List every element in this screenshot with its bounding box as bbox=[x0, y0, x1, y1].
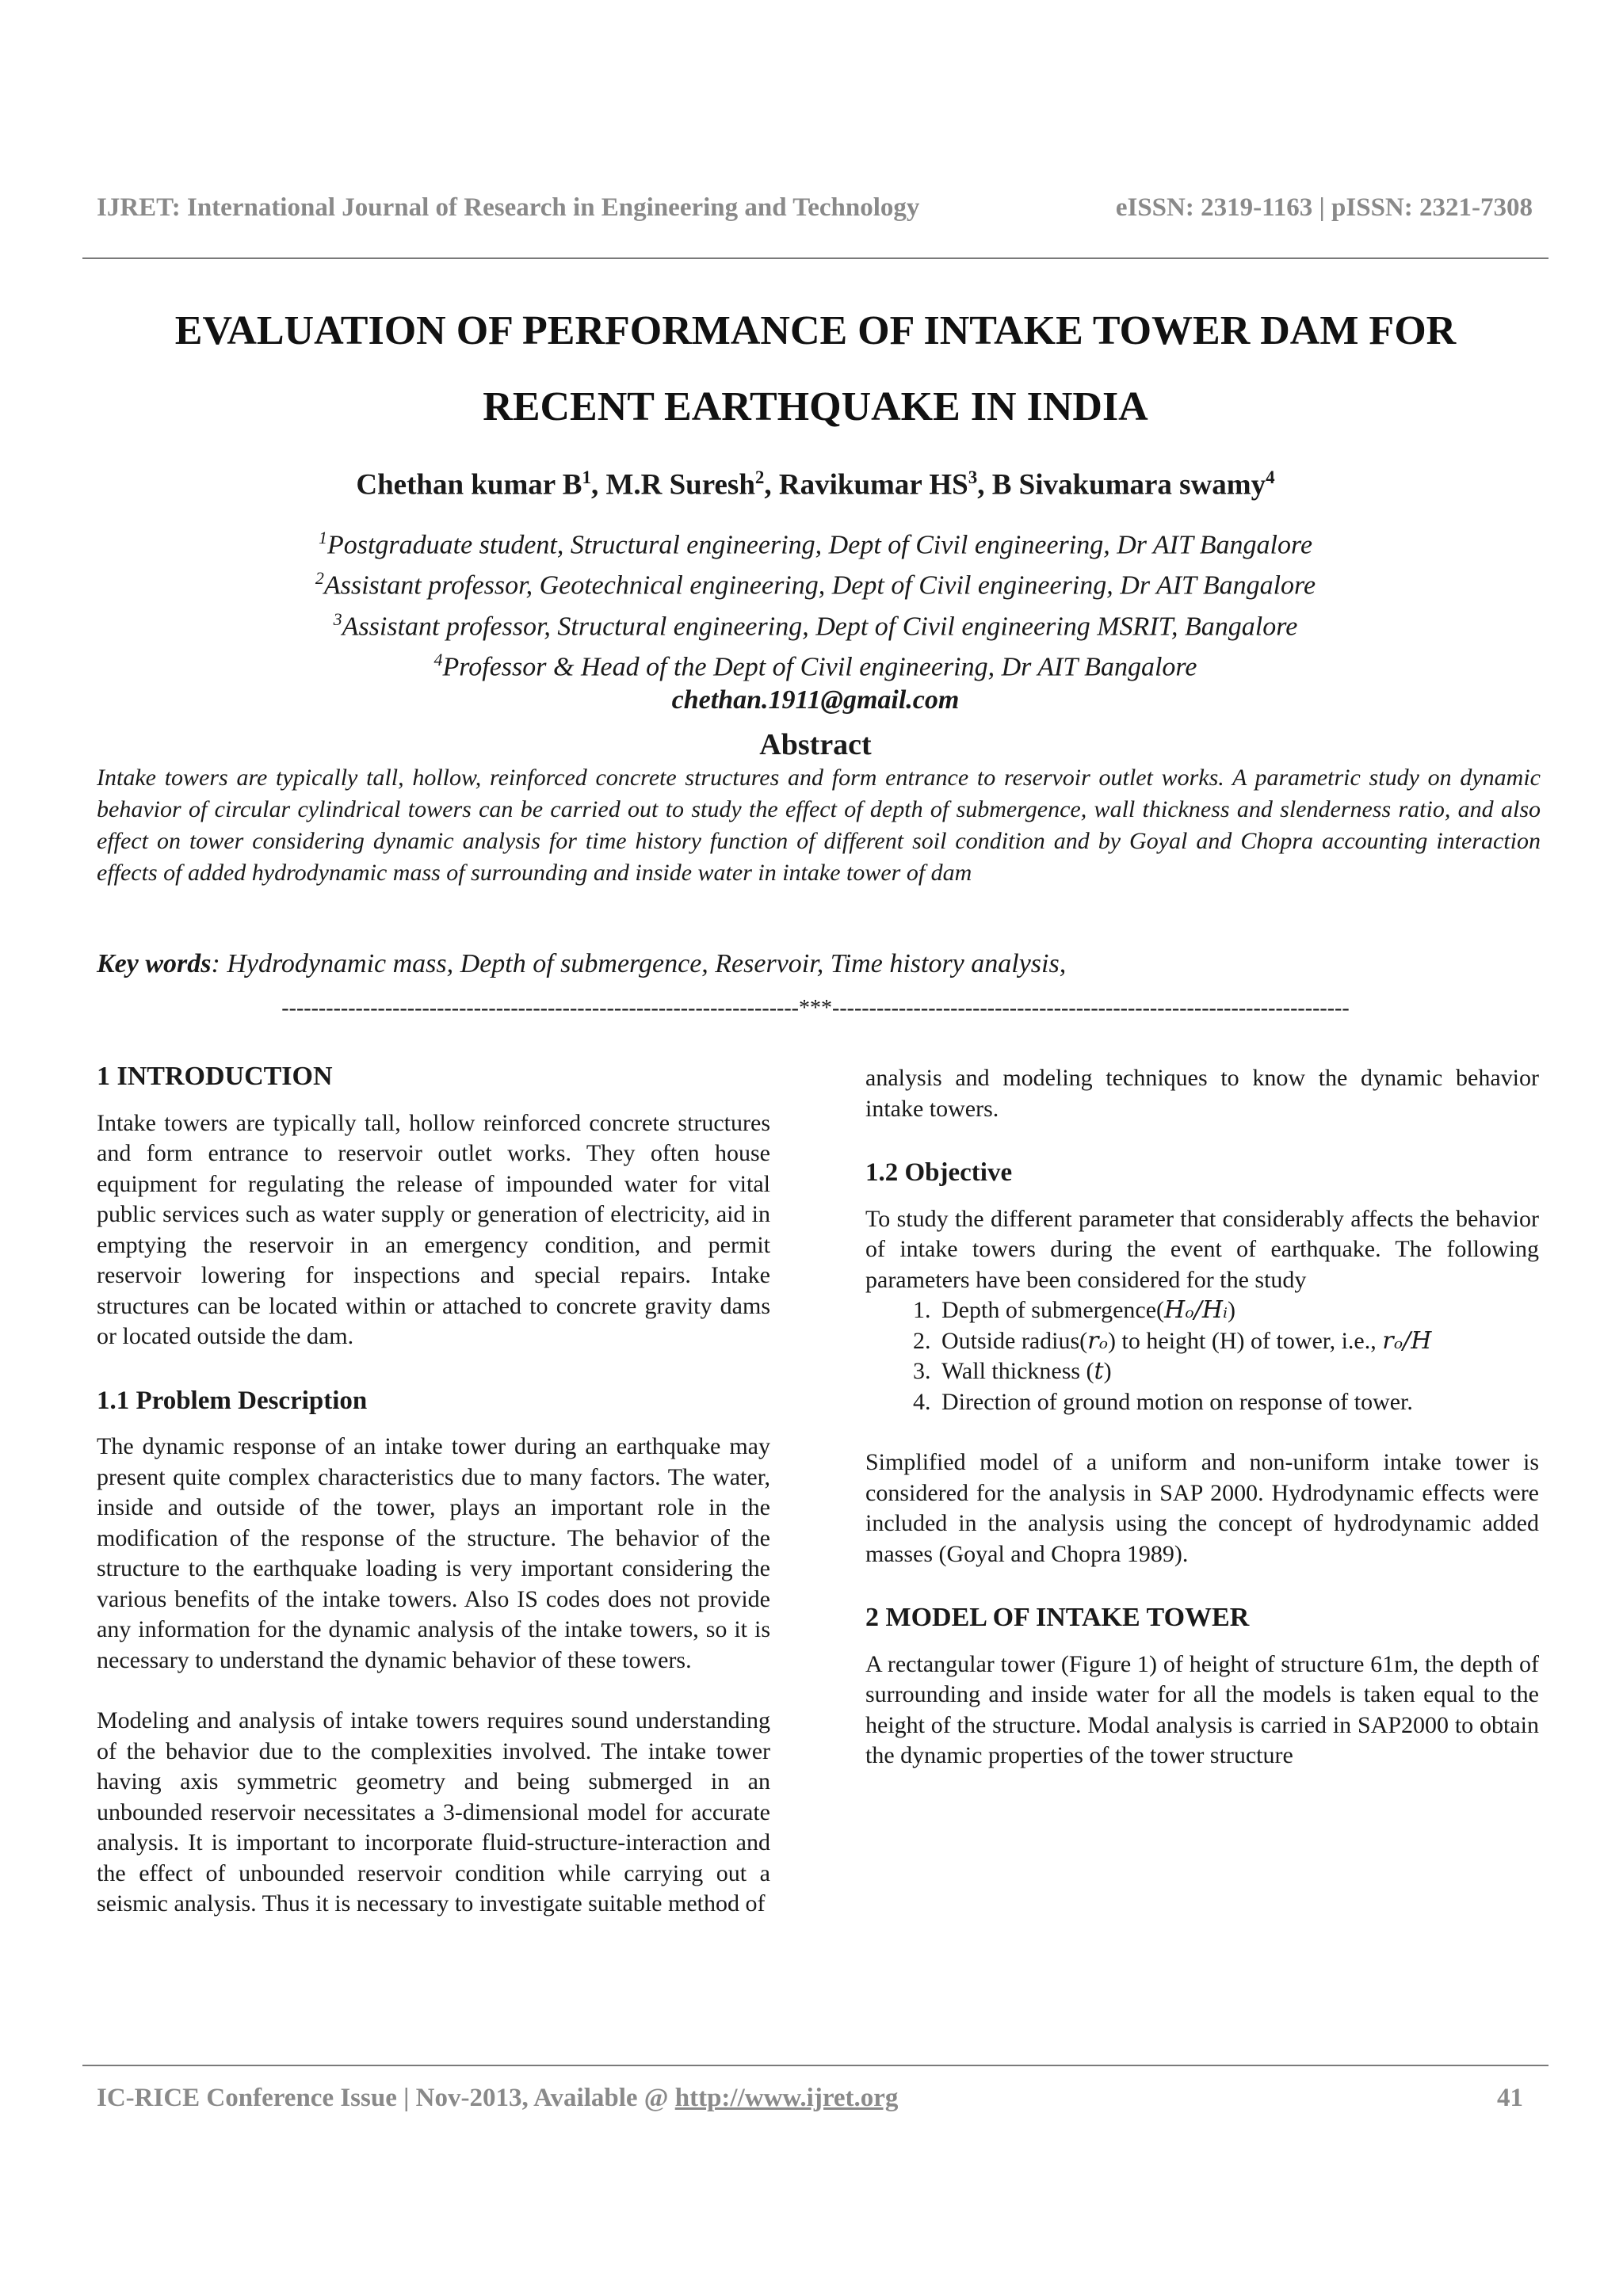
journal-name: IJRET: International Journal of Research in Engineering and Technology bbox=[97, 193, 920, 222]
math-expression: rₒ bbox=[1087, 1326, 1109, 1355]
problem-description-heading: 1.1 Problem Description bbox=[97, 1386, 368, 1415]
journal-link[interactable]: http://www.ijret.org bbox=[674, 2084, 899, 2112]
author: Chethan kumar B bbox=[356, 468, 582, 502]
paper-title bbox=[82, 293, 1549, 445]
affiliation-text: Professor & Head of the Dept of Civil engineering, Dr AIT Bangalore bbox=[442, 652, 1197, 682]
keywords-label: Key words bbox=[97, 949, 212, 978]
list-item-tail: ) to height (H) of tower, i.e., bbox=[1108, 1327, 1383, 1354]
footer-text bbox=[97, 2084, 898, 2113]
affiliation-text: Assistant professor, Structural engineering, Dept of Civil engineering MSRIT, Bangalore bbox=[342, 611, 1298, 641]
author: M.R Suresh bbox=[605, 468, 755, 502]
author-sup: 4 bbox=[1266, 467, 1275, 487]
continuation-paragraph: analysis and modeling techniques to know the dynamic behavior intake towers. bbox=[865, 1065, 1539, 1122]
footer-rule bbox=[82, 2065, 1549, 2066]
author: Ravikumar HS bbox=[778, 468, 968, 502]
title-line-1: EVALUATION OF PERFORMANCE OF INTAKE TOWER DAM FOR bbox=[174, 308, 1457, 353]
keywords-text: : Hydrodynamic mass, Depth of submergence, Reservoir, Time history analysis, bbox=[211, 949, 1067, 978]
model-paragraph: A rectangular tower (Figure 1) of height of structure 61m, the depth of surrounding and inside water for all the models is taken equal to the height of the structure. Modal analysis is carried in SAP2000 to obtain the dynamic properties of the tower structure bbox=[865, 1650, 1539, 1768]
keywords bbox=[97, 949, 1541, 979]
affiliation-sup: 1 bbox=[318, 528, 327, 547]
header-rule bbox=[82, 257, 1549, 259]
abstract-text: Intake towers are typically tall, hollow, reinforced concrete structures and form entrance to reservoir outlet works. A parametric study on dynamic behavior of circular cylindrical towers can be carried out to study the effect of depth of submergence, wall thickness and slenderness ratio, and also effect on tower considering dynamic analysis for time history function of different soil condition and by Goyal and Chopra accounting interaction effects of added hydrodynamic mass of surrounding and inside water in intake tower of dam bbox=[97, 765, 1541, 886]
author-list: Chethan kumar $B^1$, M.R Suresh$^2$, Ravikumar $HS^3$, B Sivakumara swamy$^4$ bbox=[356, 467, 1275, 502]
author-sup: 1 bbox=[582, 467, 591, 487]
affiliation-sup: 4 bbox=[433, 649, 443, 669]
affiliation bbox=[82, 603, 1549, 643]
list-item bbox=[937, 1387, 1539, 1418]
problem-paragraph-1: The dynamic response of an intake tower during an earthquake may present quite complex characteristics due to many factors. The water, inside and outside of the tower, plays an important role in the modification of the response of the structure. The behavior of the structure to the earthquake loading is very important considering the various benefits of the intake towers. Also IS codes does not provide any information for the dynamic analysis of the intake towers, so it is necessary to understand the dynamic behavior of these towers. bbox=[97, 1433, 770, 1673]
math-expression: t bbox=[1094, 1357, 1104, 1385]
list-item bbox=[937, 1326, 1539, 1357]
issn: eISSN: 2319-1163 | pISSN: 2321-7308 bbox=[1115, 193, 1533, 222]
author-sup: 3 bbox=[968, 467, 978, 487]
math-expression: Hₒ/Hᵢ bbox=[1164, 1296, 1228, 1324]
affiliation-sup: 2 bbox=[315, 568, 324, 589]
affiliation-text: Postgraduate student, Structural engineering, Dept of Civil engineering, Dr AIT Bangalore bbox=[327, 530, 1313, 560]
list-item bbox=[937, 1356, 1539, 1387]
problem-paragraph-2: Modeling and analysis of intake towers requires sound understanding of the behavior due to the complexities involved. The intake tower having axis symmetric geometry and being submerged in an unbounded reservoir necessitates a 3-dimensional model for accurate analysis. It is important to incorporate fluid-structure-interaction and the effect of unbounded reservoir condition while carrying out a seismic analysis. Thus it is necessary to investigate suitable method of bbox=[97, 1707, 770, 1917]
simplified-model-paragraph: Simplified model of a uniform and non-uniform intake tower is considered for the analysis in SAP 2000. Hydrodynamic effects were included in the analysis using the concept of hydrodynamic added masses (Goyal and Chopra 1989). bbox=[865, 1449, 1539, 1567]
list-item-text: Depth of submergence( bbox=[941, 1297, 1165, 1323]
left-column bbox=[97, 1062, 770, 1920]
list-item-text: Outside radius( bbox=[941, 1327, 1088, 1354]
introduction-paragraph: Intake towers are typically tall, hollow reinforced concrete structures and form entrance to reservoir outlet works. They often house equipment for regulating the release of impounded water for vital public services such as water supply or generation of electricity, aid in emptying the reservoir in an emergency condition, and permit reservoir lowering for inspections and special repairs. Intake structures can be located within or attached to concrete gravity dams or located outside the dam. bbox=[97, 1109, 770, 1349]
right-column bbox=[865, 1063, 1539, 1772]
page-footer bbox=[97, 2084, 1523, 2113]
abstract-heading: Abstract bbox=[759, 728, 872, 761]
author: B Sivakumara swamy bbox=[991, 468, 1266, 502]
affiliations bbox=[82, 521, 1549, 717]
section-separator: ----------------------------------------------------------------------***---------------------------------------------------------------------- bbox=[281, 997, 1350, 1020]
page-number: 41 bbox=[1497, 2084, 1523, 2112]
conference-info: IC-RICE Conference Issue | Nov-2013, Available @ bbox=[97, 2084, 675, 2112]
parameter-list bbox=[865, 1295, 1539, 1417]
list-item-tail: ) bbox=[1103, 1358, 1112, 1384]
list-item-text: Direction of ground motion on response of tower. bbox=[941, 1388, 1413, 1415]
affiliation bbox=[82, 521, 1549, 562]
objective-heading: 1.2 Objective bbox=[865, 1158, 1013, 1187]
model-heading: 2 MODEL OF INTAKE TOWER bbox=[865, 1603, 1250, 1632]
author-sup: 2 bbox=[754, 467, 765, 487]
objective-paragraph: To study the different parameter that considerably affects the behavior of intake towers during the event of earthquake. The following parameters have been considered for the study bbox=[865, 1205, 1539, 1293]
affiliation-text: Assistant professor, Geotechnical engineering, Dept of Civil engineering, Dr AIT Bangalore bbox=[323, 570, 1316, 601]
affiliation bbox=[82, 643, 1549, 684]
affiliation-sup: 3 bbox=[333, 608, 342, 629]
running-header bbox=[97, 193, 1533, 223]
affiliation bbox=[82, 562, 1549, 602]
list-item bbox=[937, 1295, 1539, 1326]
title-line-2: RECENT EARTHQUAKE IN INDIA bbox=[483, 384, 1148, 429]
math-expression: rₒ/H bbox=[1382, 1326, 1432, 1355]
list-item-tail: ) bbox=[1228, 1297, 1236, 1323]
author-email[interactable]: chethan.1911@gmail.com bbox=[671, 685, 960, 715]
introduction-heading: 1 INTRODUCTION bbox=[97, 1062, 333, 1091]
list-item-text: Wall thickness ( bbox=[941, 1358, 1094, 1384]
